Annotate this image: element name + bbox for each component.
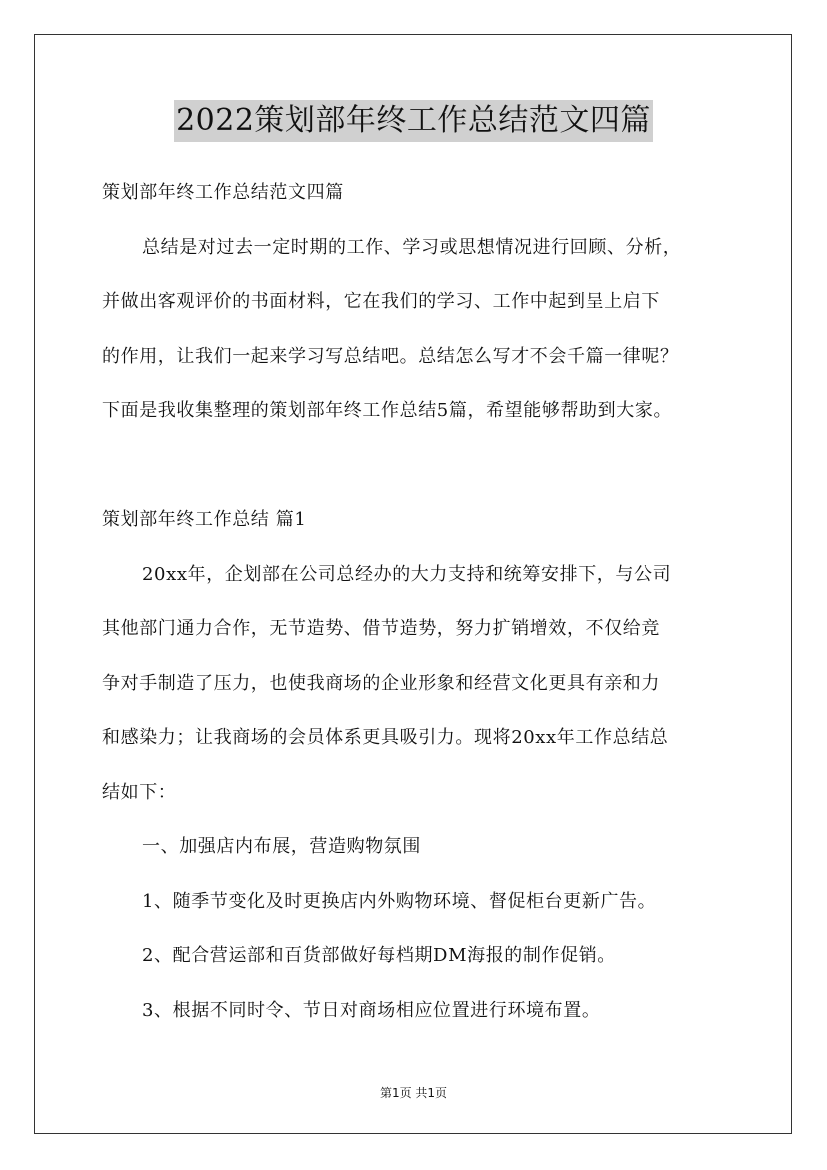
list-item: 1、随季节变化及时更换店内外购物环境、督促柜台更新广告。 xyxy=(142,890,657,912)
page-footer: 第1页 共1页 xyxy=(379,1086,448,1100)
document-title: 2022策划部年终工作总结范文四篇 xyxy=(174,100,653,142)
list-heading: 一、加强店内布展，营造购物氛围 xyxy=(142,836,421,857)
document-body xyxy=(102,170,742,1042)
section-line: 结如下： xyxy=(102,781,177,803)
blank-line xyxy=(102,443,742,498)
list-item: 2、配合营运部和百货部做好每档期DM海报的制作促销。 xyxy=(142,945,616,966)
subtitle: 策划部年终工作总结范文四篇 xyxy=(102,182,344,203)
intro-line: 总结是对过去一定时期的工作、学习或思想情况进行回顾、分析， xyxy=(142,236,682,258)
intro-line: 的作用，让我们一起来学习写总结吧。总结怎么写才不会千篇一律呢？ xyxy=(102,345,679,367)
title-wrap xyxy=(0,100,827,142)
list-item: 3、根据不同时令、节日对商场相应位置进行环境布置。 xyxy=(142,999,601,1021)
section-line: 其他部门通力合作，无节造势、借节造势，努力扩销增效，不仅给竞 xyxy=(102,618,660,639)
section-line: 争对手制造了压力，也使我商场的企业形象和经营文化更具有亲和力 xyxy=(102,672,660,694)
section-heading: 策划部年终工作总结 篇1 xyxy=(102,509,307,530)
section-line: 20xx年，企划部在公司总经办的大力支持和统筹安排下，与公司 xyxy=(142,563,672,585)
intro-line: 下面是我收集整理的策划部年终工作总结5篇，希望能够帮助到大家。 xyxy=(102,400,673,421)
section-line: 和感染力；让我商场的会员体系更具吸引力。现将20xx年工作总结总 xyxy=(102,727,669,748)
intro-line: 并做出客观评价的书面材料，它在我们的学习、工作中起到呈上启下 xyxy=(102,291,660,312)
